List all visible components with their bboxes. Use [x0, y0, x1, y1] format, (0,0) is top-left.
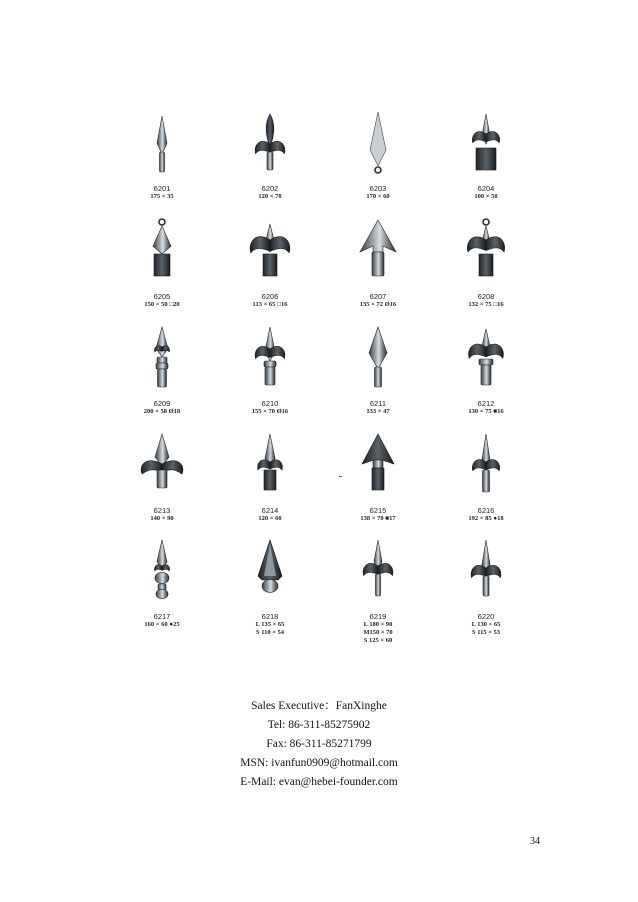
- product-dimensions: 113 × 65 □16: [252, 301, 288, 308]
- product-item-6203: [324, 108, 432, 201]
- fleur-curl-finial-image: [132, 430, 192, 502]
- arrow-round-finial-image: [348, 216, 408, 288]
- spear-ring-top-finial-image: [132, 216, 192, 288]
- product-item-6220: [432, 536, 540, 637]
- spear-ball-finial-image: [132, 536, 192, 608]
- product-dimensions: L 130 × 65 S 115 × 53: [471, 621, 501, 636]
- spear-ring-bottom-finial-image: [348, 108, 408, 180]
- product-item-6202: [216, 108, 324, 201]
- spear-wide-finial-image: [240, 536, 300, 608]
- product-code: 6210: [261, 399, 279, 408]
- spear-diamond-finial-image: [348, 323, 408, 395]
- msn: MSN: ivanfun0909@hotmail.com: [240, 757, 398, 769]
- product-code: 6213: [153, 506, 171, 515]
- product-item-6217: [108, 536, 216, 629]
- product-dimensions: 120 × 70: [258, 193, 282, 200]
- product-code: 6216: [477, 506, 495, 515]
- product-item-6204: [432, 108, 540, 201]
- spear-collar-finial-image: [456, 536, 516, 608]
- product-dimensions: 130 × 75 ■16: [468, 408, 504, 415]
- spear-round-collar-finial-image: [132, 323, 192, 395]
- product-item-6211: [324, 323, 432, 416]
- product-code: 6220: [477, 612, 495, 621]
- product-item-6208: [432, 216, 540, 309]
- product-code: 6201: [153, 184, 171, 193]
- product-item-6213: [108, 430, 216, 523]
- product-code: 6204: [477, 184, 495, 193]
- product-dimensions: 200 × 58 Ø18: [143, 408, 181, 415]
- product-item-6210: [216, 323, 324, 416]
- product-dimensions: 135 × 72 Ø16: [359, 301, 397, 308]
- product-item-6214: [216, 430, 324, 523]
- arrow-square-finial-image: [348, 430, 408, 502]
- product-code: 6214: [261, 506, 279, 515]
- product-item-6219: [324, 536, 432, 645]
- fleur-wide-square-finial-image: [240, 216, 300, 288]
- fleur-flame-finial-image: [240, 108, 300, 180]
- fleur-round-collar-finial-image: [456, 323, 516, 395]
- fleur-square-base-finial-image: [456, 108, 516, 180]
- product-dimensions: 192 × 85 ●18: [468, 515, 504, 522]
- product-code: 6211: [369, 399, 387, 408]
- product-item-6209: [108, 323, 216, 416]
- fleur-tall-round-finial-image: [240, 323, 300, 395]
- telephone: Tel: 86-311-85275902: [267, 719, 371, 731]
- page-number: 34: [530, 836, 540, 847]
- product-item-6205: [108, 216, 216, 309]
- spear-plain-finial-image: [132, 108, 192, 180]
- product-code: 6219: [369, 612, 387, 621]
- product-code: 6217: [153, 612, 171, 621]
- fleur-ring-square-finial-image: [456, 216, 516, 288]
- product-code: 6206: [261, 292, 279, 301]
- product-item-6206: [216, 216, 324, 309]
- product-dimensions: 100 × 50: [474, 193, 498, 200]
- product-code: 6205: [153, 292, 171, 301]
- product-code: 6207: [369, 292, 387, 301]
- product-code: 6218: [261, 612, 279, 621]
- product-dimensions: 150 × 50 □20: [144, 301, 180, 308]
- product-dimensions: 138 × 70 ■17: [360, 515, 396, 522]
- product-dimensions: L 135 × 65 S 110 × 54: [255, 621, 285, 636]
- product-dimensions: 132 × 75 □16: [468, 301, 504, 308]
- product-item-6207: [324, 216, 432, 309]
- contact-block: [0, 697, 638, 792]
- product-code: 6203: [369, 184, 387, 193]
- product-dimensions: L 180 × 90 M150 × 70 S 125 × 60: [363, 621, 393, 644]
- product-dimensions: 155 × 70 Ø16: [251, 408, 289, 415]
- print-speck: [339, 476, 342, 477]
- product-item-6218: [216, 536, 324, 637]
- product-code: 6212: [477, 399, 495, 408]
- fax: Fax: 86-311-85271799: [266, 738, 372, 750]
- product-item-6216: [432, 430, 540, 523]
- product-dimensions: 170 × 60: [366, 193, 390, 200]
- product-dimensions: 140 × 90: [150, 515, 174, 522]
- sales-executive: Sales Executive：FanXinghe: [251, 700, 387, 712]
- product-code: 6215: [369, 506, 387, 515]
- product-dimensions: 160 × 60 ●25: [144, 621, 180, 628]
- product-dimensions: 133 × 47: [366, 408, 390, 415]
- product-dimensions: 175 × 35: [150, 193, 174, 200]
- spear-small-curl-finial-image: [240, 430, 300, 502]
- product-dimensions: 120 × 60: [258, 515, 282, 522]
- product-code: 6208: [477, 292, 495, 301]
- arrow-tall-round-finial-image: [456, 430, 516, 502]
- fleur-long-finial-image: [348, 536, 408, 608]
- product-code: 6202: [261, 184, 279, 193]
- product-catalog-grid: [108, 100, 538, 644]
- product-item-6212: [432, 323, 540, 416]
- product-code: 6209: [153, 399, 171, 408]
- product-item-6201: [108, 108, 216, 201]
- email: E-Mail: evan@hebei-founder.com: [240, 776, 398, 788]
